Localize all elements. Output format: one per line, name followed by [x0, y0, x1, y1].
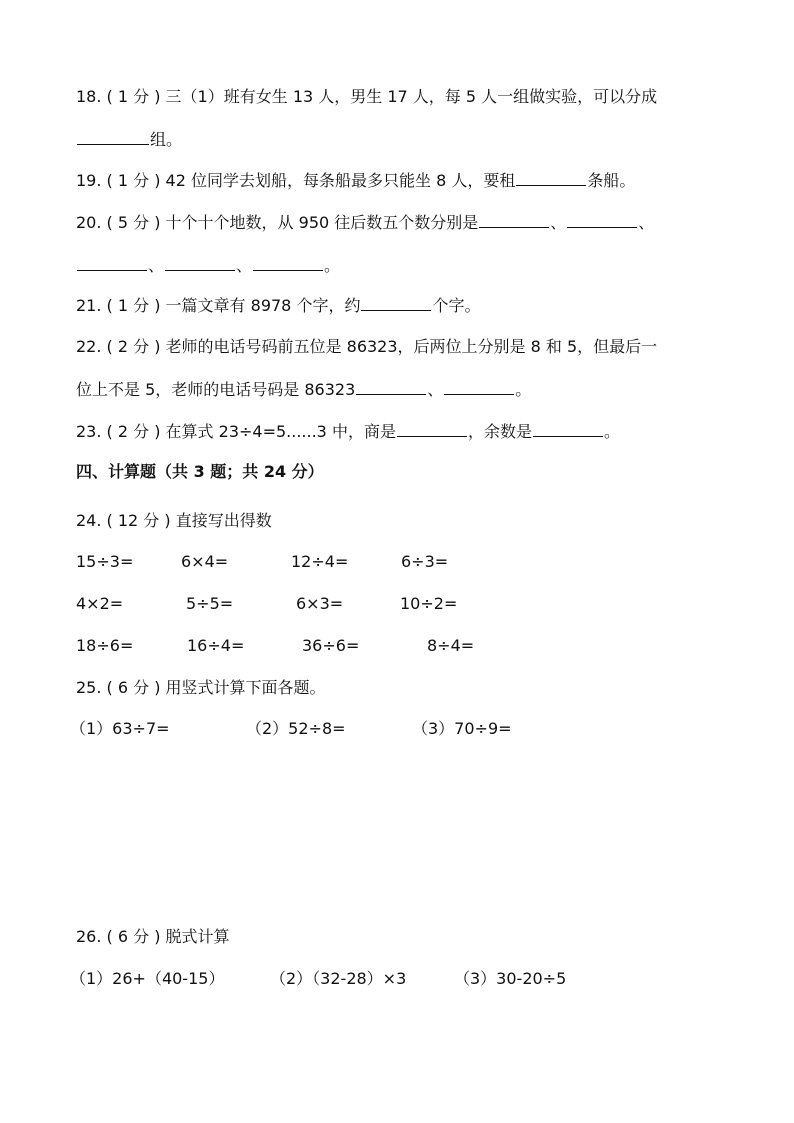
question-22: [76, 336, 657, 358]
question-19-prefix: 19. ( 1 分 ): [76, 171, 166, 190]
question-22-text-b: 位上不是 5，老师的电话号码是 86323: [76, 380, 356, 399]
separator: 、: [638, 213, 655, 232]
calc-item: 10÷2=: [400, 594, 458, 613]
question-20-line2: [76, 254, 340, 277]
calc-item: 12÷4=: [291, 552, 349, 571]
question-20-prefix: 20. ( 5 分 ): [76, 213, 166, 232]
question-23-prefix: 23. ( 2 分 ): [76, 422, 166, 441]
answer-blank[interactable]: [567, 211, 637, 228]
question-18: [76, 86, 657, 108]
answer-blank[interactable]: [253, 254, 323, 271]
separator: 、: [427, 380, 444, 399]
answer-blank[interactable]: [356, 378, 426, 395]
answer-blank[interactable]: [397, 420, 467, 437]
vertical-calc-item: （1）63÷7=: [70, 719, 170, 738]
separator: 、: [550, 213, 567, 232]
question-25-prefix: 25. ( 6 分 ): [76, 678, 166, 697]
question-26-title: 脱式计算: [165, 927, 230, 946]
question-21-prefix: 21. ( 1 分 ): [76, 296, 166, 315]
calc-item: 5÷5=: [186, 594, 234, 613]
step-calc-item: （1）26+（40-15）: [70, 969, 225, 988]
question-21: [76, 294, 480, 317]
question-25-title: 用竖式计算下面各题。: [165, 678, 326, 697]
calc-item: 8÷4=: [427, 636, 475, 655]
answer-blank[interactable]: [77, 254, 147, 271]
question-22-text: 老师的电话号码前五位是 86323，后两位上分别是 8 和 5，但最后一: [165, 337, 658, 356]
answer-blank[interactable]: [479, 211, 549, 228]
step-calc-item: （2）（32-28）×3: [270, 969, 407, 988]
calc-item: 18÷6=: [76, 636, 134, 655]
question-21-text: 一篇文章有 8978 个字，约: [165, 296, 361, 315]
question-18-prefix: 18. ( 1 分 ): [76, 87, 166, 106]
question-22-end: 。: [515, 380, 532, 399]
calc-item: 6÷3=: [401, 552, 449, 571]
step-calc-item: （3）30-20÷5: [454, 969, 567, 988]
question-18-text-end: 组。: [150, 130, 183, 149]
separator: 、: [148, 256, 165, 275]
section-heading: 四、计算题（共 3 题；共 24 分）: [76, 462, 324, 481]
question-20-text: 十个十个地数，从 950 往后数五个数分别是: [165, 213, 479, 232]
calc-item: 4×2=: [76, 594, 124, 613]
answer-blank[interactable]: [533, 420, 603, 437]
separator: 、: [236, 256, 253, 275]
question-21-text-end: 个字。: [432, 296, 481, 315]
answer-blank[interactable]: [516, 169, 586, 186]
question-23-text: 在算式 23÷4=5......3 中，商是: [165, 422, 396, 441]
answer-blank[interactable]: [77, 128, 149, 145]
question-19-text-end: 条船。: [587, 171, 636, 190]
question-19-text: 42 位同学去划船，每条船最多只能坐 8 人，要租: [165, 171, 516, 190]
question-22-prefix: 22. ( 2 分 ): [76, 337, 166, 356]
question-23-end: 。: [603, 422, 620, 441]
question-24-title: 直接写出得数: [175, 511, 272, 530]
vertical-calc-item: （2）52÷8=: [246, 719, 346, 738]
answer-blank[interactable]: [165, 254, 235, 271]
calc-item: 16÷4=: [187, 636, 245, 655]
calc-item: 6×3=: [296, 594, 344, 613]
question-19: [76, 169, 635, 192]
question-20: [76, 211, 654, 234]
question-23: [76, 420, 620, 443]
question-24: [76, 510, 272, 532]
calc-item: 6×4=: [181, 552, 229, 571]
calc-item: 15÷3=: [76, 552, 134, 571]
vertical-calc-item: （3）70÷9=: [412, 719, 512, 738]
question-23-text-b: ，余数是: [467, 422, 532, 441]
question-24-prefix: 24. ( 12 分 ): [76, 511, 176, 530]
question-25: [76, 677, 326, 699]
calc-item: 36÷6=: [302, 636, 360, 655]
question-18-line2: [76, 128, 182, 151]
question-26-prefix: 26. ( 6 分 ): [76, 927, 166, 946]
question-26: [76, 926, 230, 948]
question-22-line2: [76, 378, 531, 401]
question-18-text: 三（1）班有女生 13 人，男生 17 人，每 5 人一组做实验，可以分成: [165, 87, 658, 106]
answer-blank[interactable]: [361, 294, 431, 311]
answer-blank[interactable]: [444, 378, 514, 395]
question-20-end: 。: [324, 256, 341, 275]
